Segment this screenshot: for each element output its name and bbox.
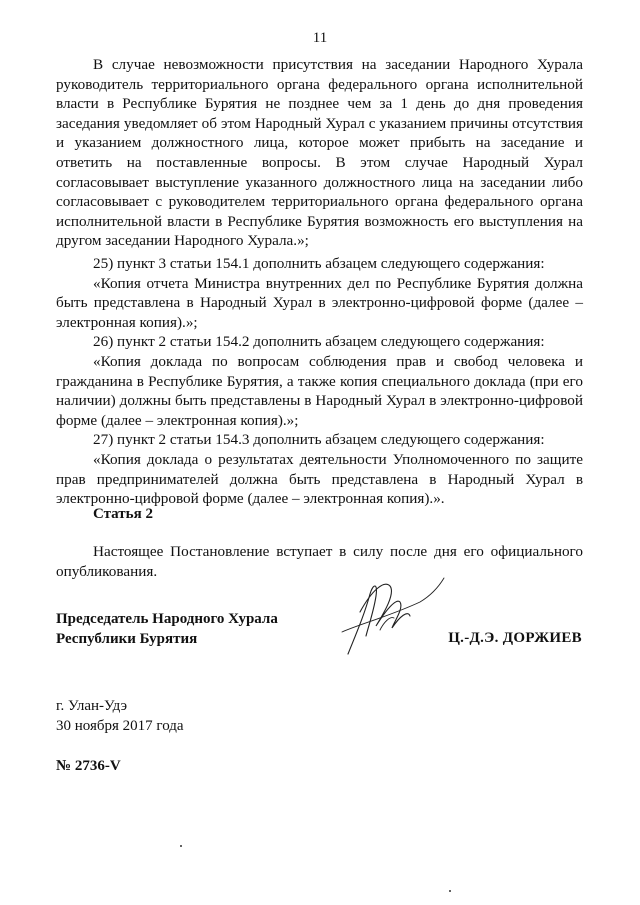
signatory-title: [56, 609, 278, 649]
amendment-text-27: «Копия доклада о результатах деятельности Уполномоченного по защите прав предпринимателей должна быть представлена в Народный Хурал в электронно-цифровой форме (далее – электронная копия).».: [56, 450, 583, 508]
place-date-block: [56, 697, 184, 736]
date: 30 ноября 2017 года: [56, 717, 184, 734]
paragraph-final: Настоящее Постановление вступает в силу после дня его официального опубликования.: [56, 543, 583, 580]
amendment-item-25: 25) пункт 3 статьи 154.1 дополнить абзацем следующего содержания:: [93, 255, 545, 272]
amendment-text-25: «Копия отчета Министра внутренних дел по Республике Бурятия должна быть представлена в Народный Хурал в электронно-цифровой форме (далее – электронная копия).»;: [56, 274, 583, 331]
signatory-title-line2: Республики Бурятия: [56, 631, 198, 647]
signatory-name: Ц.-Д.Э. ДОРЖИЕВ: [448, 630, 582, 646]
document-number: № 2736-V: [56, 758, 121, 774]
paragraph-block-top: [56, 55, 583, 251]
paragraph: В случае невозможности присутствия на заседании Народного Хурала руководитель территориального органа федерального органа исполнительной власти в Республике Бурятия не позднее чем за 1 день до дня проведения заседания уведомляет об этом Народный Хурал с указанием причины отсутствия и указанием должностного лица, которое может прибыть на заседание и ответить на поставленные вопросы. В этом случае Народный Хурал согласовывает выступление указанного должностного лица на заседании либо согласовывает с руководителем территориального органа федерального органа исполнительной власти в Республике Бурятия возможность его выступления на другом заседании Народного Хурала.»;: [56, 56, 583, 250]
amendment-item-26: 26) пункт 2 статьи 154.2 дополнить абзацем следующего содержания:: [93, 333, 545, 351]
scan-speck: [180, 845, 182, 847]
amendment-text-26: «Копия доклада по вопросам соблюдения прав и свобод человека и гражданина в Республике Бурятия, а также копия специального доклада (при его наличии) должны быть представлены в Народный Хурал в электронно-цифровой форме (далее – электронная копия).»;: [56, 352, 583, 429]
scan-speck: [449, 890, 451, 892]
amendment-item-27: 27) пункт 2 статьи 154.3 дополнить абзацем следующего содержания:: [93, 431, 545, 449]
article-heading: Статья 2: [93, 506, 153, 522]
place: г. Улан-Удэ: [56, 698, 128, 714]
handwritten-signature: [320, 572, 450, 662]
paragraph-block-amendments: [56, 254, 583, 509]
page-number: 11: [312, 30, 328, 46]
signatory-title-line1: Председатель Народного Хурала: [56, 611, 278, 627]
